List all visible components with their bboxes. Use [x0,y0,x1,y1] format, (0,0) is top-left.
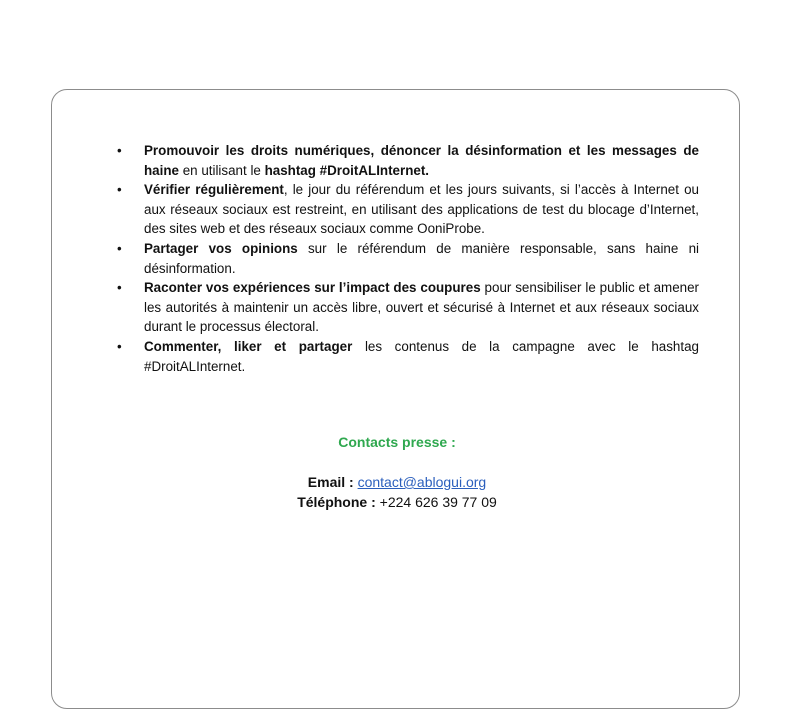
list-item-text: les contenus de la campagne avec le hashtag #DroitALInternet. [144,338,699,374]
list-item [117,278,699,337]
email-line [0,474,794,490]
list-item-text: en utilisant le [178,162,265,178]
phone-label: Téléphone : [297,494,380,510]
bullet-icon: • [117,143,122,158]
bullet-icon: • [117,182,122,198]
bullet-icon: • [117,280,122,296]
email-label: Email : [307,474,358,490]
list-item-text: sur le référendum de manière responsable, sans haine ni désinformation. [144,240,699,276]
list-item [117,337,699,376]
contacts-heading: Contacts presse : [338,434,456,450]
action-list [117,141,699,376]
list-item [117,180,699,239]
list-item [117,141,699,180]
list-item-bold: Partager vos opinions [144,240,298,256]
phone-line [0,494,794,510]
list-item-text: , le jour du référendum et les jours suivants, si l’accès à Internet ou aux réseaux sociaux est restreint, en utilisant des applications de test du blocage d’Internet, des sites web et des réseaux sociaux comme OoniProbe. [144,182,699,237]
bullet-icon: • [117,240,122,256]
phone-number: +224 626 39 77 09 [379,494,497,510]
list-item-bold: Raconter vos expériences sur l’impact des coupures [144,280,481,296]
list-item-bold: Promouvoir les droits numériques, dénoncer la désinformation et les messages de haine [144,143,699,178]
list-item-text: pour sensibiliser le public et amener les autorités à maintenir un accès libre, ouvert et sécurisé à Internet et aux réseaux sociaux durant le processus électoral. [144,280,699,335]
email-link[interactable]: contact@ablogui.org [357,474,487,490]
list-item-bold: Commenter, liker et partager [144,338,353,354]
list-item-bold: Vérifier régulièrement [144,182,284,198]
list-item-bold-hashtag: hashtag #DroitALInternet. [264,162,430,178]
bullet-icon: • [117,338,122,354]
list-item [117,239,699,278]
